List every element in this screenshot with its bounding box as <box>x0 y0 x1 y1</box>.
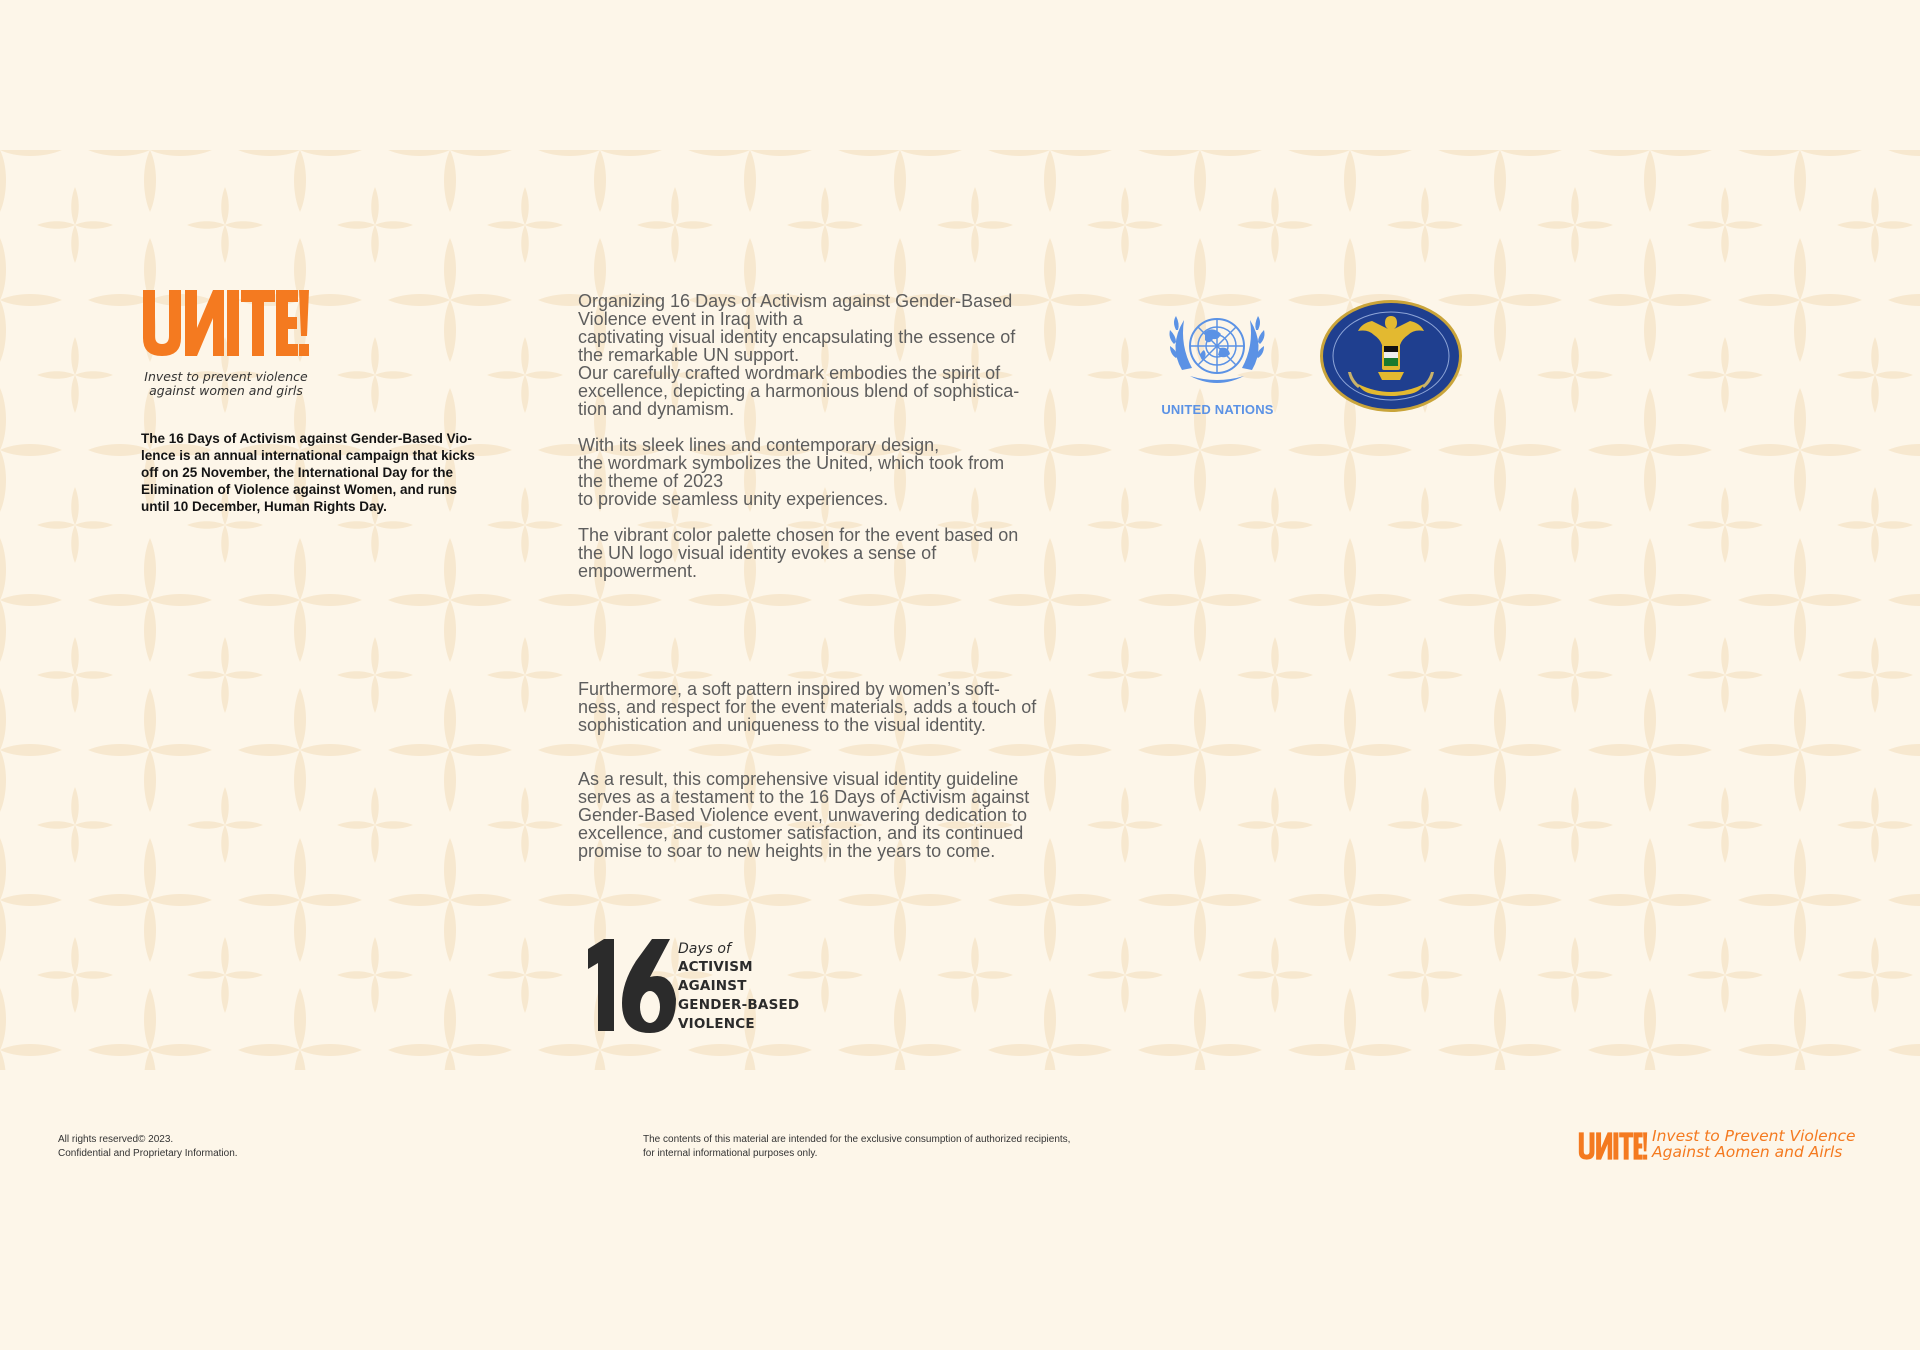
days16-line-5: VIOLENCE <box>678 1016 755 1032</box>
footer-confidential-line: Confidential and Proprietary Information. <box>58 1148 238 1159</box>
iraq-coat-of-arms-icon <box>1318 298 1464 414</box>
body-paragraph-5: As a result, this comprehensive visual identity guideline serves as a testament to the 16 Days of Activism against Gender-Based Violence event, unwavering dedication to excellence, and customer satisfaction, and its continued promise to soar to new heights in the years to come. <box>578 769 1030 861</box>
left-tagline-line-1: Invest to prevent violence <box>144 369 308 384</box>
footer-tagline-line-1: Invest to Prevent Violence <box>1652 1127 1856 1145</box>
body-paragraph-1: Organizing 16 Days of Activism against Gender-Based Violence event in Iraq with a captivating visual identity encapsulating the essence of the remarkable UN support. Our carefully crafted wordmark embodies the spirit of excellence, depicting a harmonious blend of sophistica- tion and dynamism. <box>578 291 1020 419</box>
footer-rights-line: All rights reserved© 2023. <box>58 1134 174 1145</box>
footer-rights <box>58 1133 358 1161</box>
days16-line-2: ACTIVISM <box>678 959 753 975</box>
un-emblem-icon <box>1160 300 1275 395</box>
body-paragraph-4: Furthermore, a soft pattern inspired by women’s soft- ness, and respect for the event materials, adds a touch of sophistication and uniqueness to the visual identity. <box>578 679 1037 735</box>
sixteen-numeral-icon <box>586 935 676 1035</box>
footer-tagline-line-2: Against Aomen and Airls <box>1652 1143 1843 1161</box>
body-text <box>578 292 1048 860</box>
body-paragraph-3: The vibrant color palette chosen for the event based on the UN logo visual identity evokes a sense of empowerment. <box>578 525 1019 581</box>
unite-logo <box>141 288 311 358</box>
footer-notice-line-2: for internal informational purposes only. <box>643 1148 818 1159</box>
footer-notice-line-1: The contents of this material are intended for the exclusive consumption of authorized recipients, <box>643 1134 1071 1145</box>
body-paragraph-2: With its sleek lines and contemporary design, the wordmark symbolizes the United, which took from the theme of 2023 to provide seamless unity experiences. <box>578 435 1005 509</box>
sixteen-days-logo <box>586 935 846 1035</box>
intro-paragraph: The 16 Days of Activism against Gender-Based Vio- lence is an annual international campaign that kicks off on 25 November, the International Day for the Elimination of Violence against Women, and runs until 10 December, Human Rights Day. <box>141 431 475 514</box>
days16-line-4: GENDER-BASED <box>678 997 800 1013</box>
footer-tagline <box>1652 1128 1892 1160</box>
un-caption: UNITED NATIONS <box>1161 402 1274 417</box>
footer-unite-logo <box>1578 1130 1648 1162</box>
footer-notice <box>643 1133 1183 1161</box>
left-tagline-line-2: against women and girls <box>149 383 303 398</box>
un-logo <box>1160 300 1275 420</box>
sixteen-days-text <box>678 940 799 1034</box>
days16-line-3: AGAINST <box>678 978 747 994</box>
days16-line-1: Days of <box>678 941 731 957</box>
left-tagline <box>141 370 311 398</box>
